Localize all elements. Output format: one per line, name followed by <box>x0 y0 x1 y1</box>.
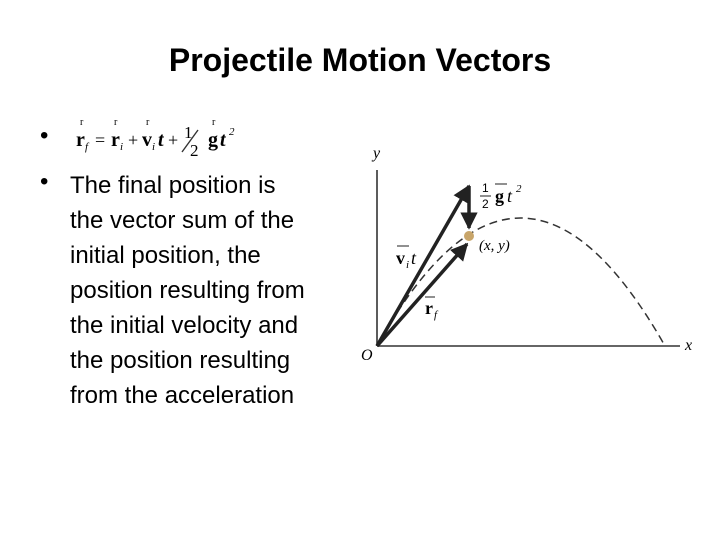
initial-velocity-vector <box>377 186 469 346</box>
gravity-label-exp: 2 <box>516 183 522 195</box>
bullet-text <box>70 168 360 413</box>
half-denominator: 2 <box>190 141 199 160</box>
plus-sign: + <box>168 130 179 150</box>
x-axis-label: x <box>685 337 693 354</box>
t-symbol: t <box>220 129 226 151</box>
position-equation <box>72 116 252 162</box>
rf-label-sub: f <box>434 309 438 321</box>
v-symbol: v <box>142 129 152 151</box>
projectile-diagram <box>355 140 700 370</box>
r-symbol: r <box>76 129 85 151</box>
vector-hat-marker: r <box>80 117 84 128</box>
vector-hat-marker: r <box>114 117 118 128</box>
text-line: from the acceleration <box>70 382 295 409</box>
vector-hat-marker: r <box>212 117 216 128</box>
gravity-label-g: g <box>495 186 504 206</box>
t-symbol: t <box>158 129 164 151</box>
text-line: the vector sum of the <box>70 207 295 234</box>
text-line: initial position, the <box>70 242 261 269</box>
subscript-f: f <box>85 141 89 153</box>
y-axis-label: y <box>373 145 381 162</box>
subscript-i: i <box>152 141 156 153</box>
half-numerator: 1 <box>184 123 193 142</box>
plus-sign: + <box>128 130 139 150</box>
final-position-vector <box>377 244 467 346</box>
text-line: the position resulting <box>70 347 291 374</box>
rf-label-r: r <box>425 298 433 318</box>
subscript-i: i <box>120 141 124 153</box>
equals-sign: = <box>95 130 106 150</box>
gravity-label-t: t <box>507 186 513 206</box>
vit-label-sub: i <box>406 259 410 271</box>
vit-label-t: t <box>411 248 417 268</box>
gravity-label-numerator: 1 <box>482 181 489 195</box>
r-symbol: r <box>111 129 120 151</box>
projectile-point <box>464 231 474 241</box>
point-label: (x, y) <box>479 238 510 254</box>
slide-title: Projectile Motion Vectors <box>168 42 552 78</box>
bullet-marker-2: • <box>40 168 49 195</box>
exponent-2: 2 <box>229 126 235 138</box>
text-line: the initial velocity and <box>70 312 299 339</box>
vit-label-v: v <box>396 248 405 268</box>
text-line: The final position is <box>70 172 276 199</box>
trajectory-curve <box>377 218 665 346</box>
gravity-label-denominator: 2 <box>482 197 489 211</box>
origin-label: O <box>361 347 373 364</box>
g-symbol: g <box>208 129 218 151</box>
bullet-marker-1: • <box>40 122 49 149</box>
text-line: position resulting from <box>70 277 305 304</box>
vector-hat-marker: r <box>146 117 150 128</box>
